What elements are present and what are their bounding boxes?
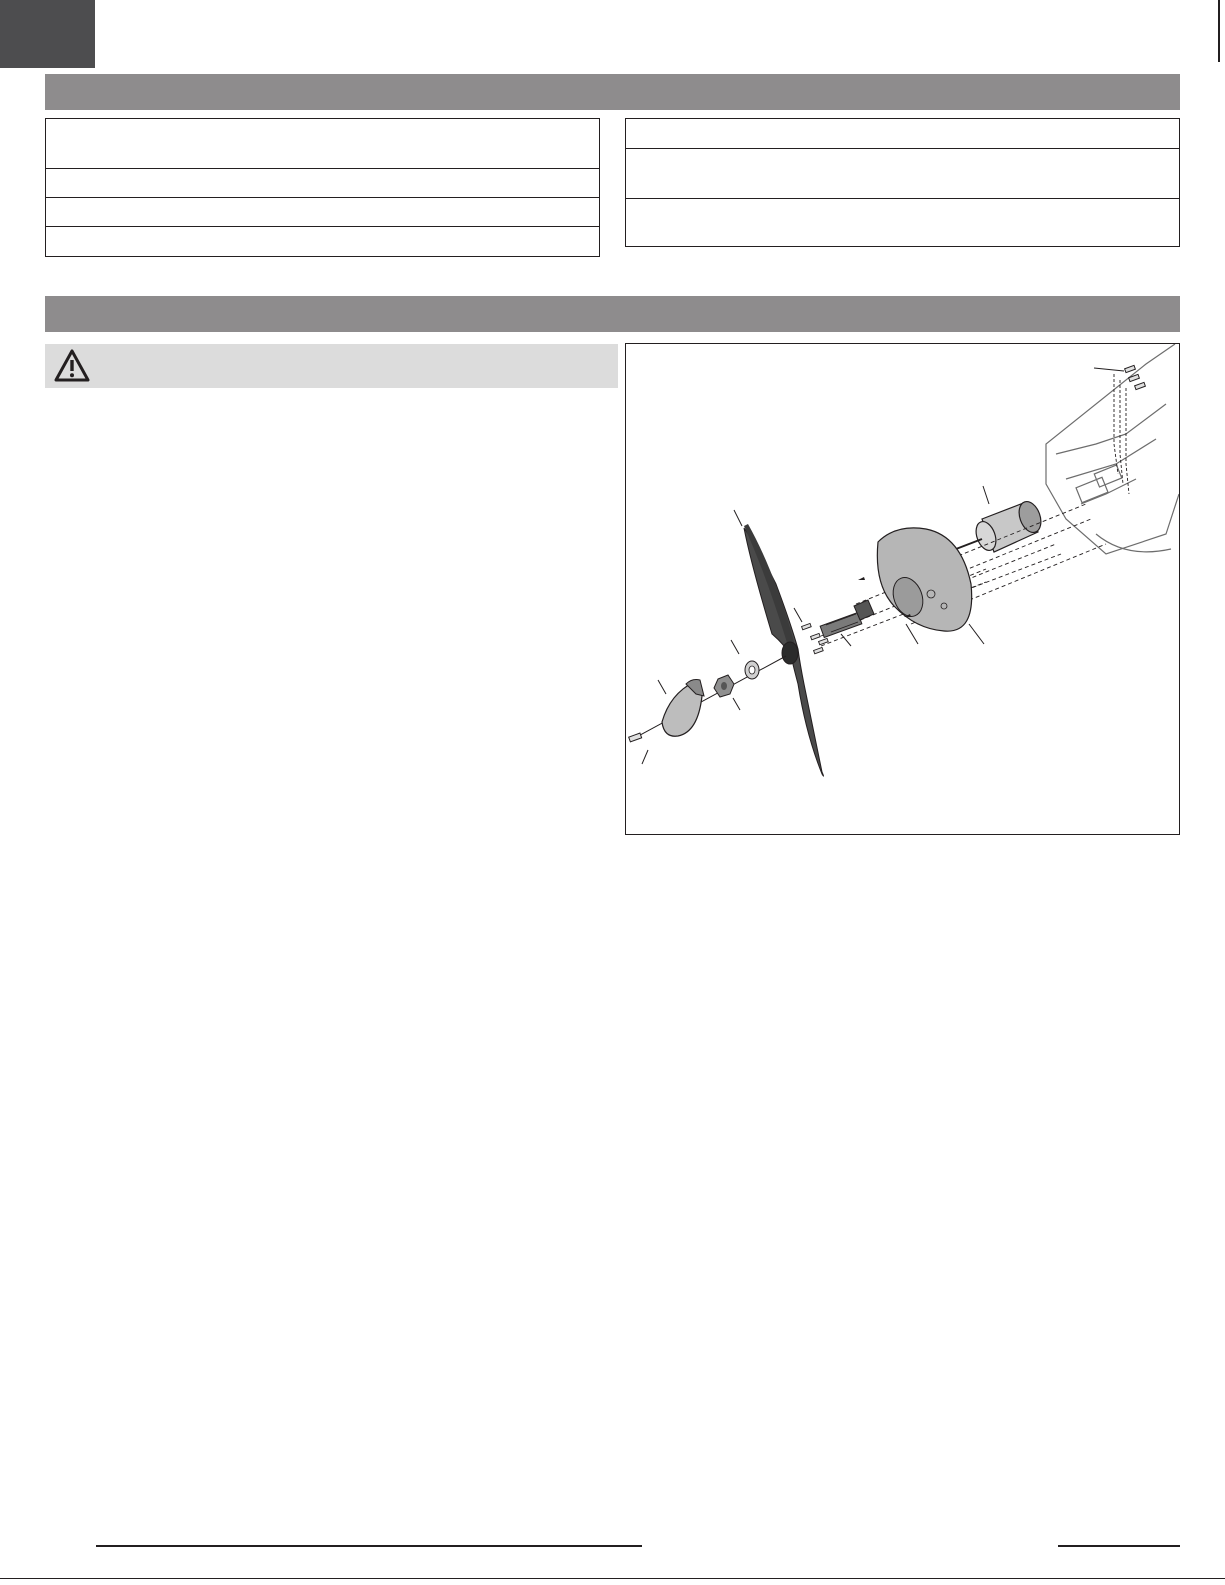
cowling [877,528,971,631]
footer-rule-right [1058,1545,1180,1547]
leader-line [1094,368,1124,371]
spinner [662,680,704,737]
table-row [626,119,1179,149]
leader-line [734,510,742,526]
warning-triangle-icon [53,348,91,384]
leader-line [983,486,989,504]
fuselage-screws [1125,365,1146,389]
propeller [744,524,824,776]
leader-line [794,608,802,622]
leader-line [731,640,739,654]
leader-line [642,750,648,764]
spinner-screw [629,733,642,742]
leader-line [841,634,851,646]
leader-line [906,624,918,644]
footer-rule-left [96,1545,642,1547]
leader-line [733,698,740,710]
table-row [46,119,599,169]
table-row [626,149,1179,199]
axis-line [631,656,786,740]
fuselage-nose [1046,344,1179,554]
page-bottom-line [0,1578,1225,1579]
warning-box [45,344,618,388]
spec-table-left [45,118,600,257]
section-bar-bottom [45,296,1180,332]
table-row [46,227,599,256]
prop-adapter [820,600,874,637]
table-row [626,199,1179,246]
table-row [46,198,599,227]
leader-line [658,680,666,694]
table-row [46,169,599,198]
page-edge-mark [1218,0,1220,62]
exploded-view-figure [625,343,1180,835]
section-bar-top [45,74,1180,110]
spec-table-right [625,118,1180,247]
leader-line [969,624,984,644]
language-tab [0,0,95,68]
washer [745,661,759,679]
